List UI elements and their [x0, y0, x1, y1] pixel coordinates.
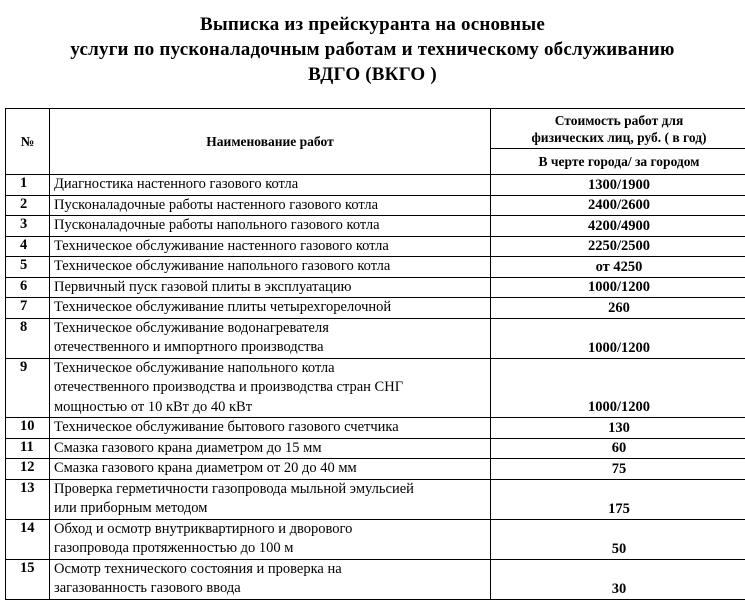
table-row [6, 195, 745, 216]
service-name-line: Пусконаладочные работы настенного газового котла [54, 196, 379, 213]
row-service-name [50, 519, 491, 559]
row-price: 2250/2500 [491, 236, 745, 257]
table-row [6, 236, 745, 257]
header-cost [491, 109, 745, 149]
table-row [6, 519, 745, 559]
row-number: 13 [6, 479, 50, 519]
row-price: 30 [491, 559, 745, 599]
service-name-line: Обход и осмотр внутриквартирного и дворового [54, 520, 353, 537]
row-number: 6 [6, 277, 50, 298]
service-name-line: Осмотр технического состояния и проверка на [54, 560, 342, 577]
row-number: 15 [6, 559, 50, 599]
row-service-name [50, 257, 491, 278]
row-number: 3 [6, 216, 50, 237]
row-price: 2400/2600 [491, 195, 745, 216]
row-number: 2 [6, 195, 50, 216]
row-service-name [50, 559, 491, 599]
service-name-line: Смазка газового крана диаметром до 15 мм [54, 439, 322, 456]
title-line-2: услуги по пусконаладочным работам и техническому обслуживанию [70, 39, 675, 60]
header-num: № [6, 109, 50, 175]
row-service-name [50, 175, 491, 196]
table-row [6, 438, 745, 459]
row-number: 8 [6, 318, 50, 358]
service-name-line: Проверка герметичности газопровода мыльной эмульсией [54, 480, 414, 497]
row-number: 5 [6, 257, 50, 278]
row-number: 10 [6, 418, 50, 439]
table-row [6, 559, 745, 599]
table-row [6, 175, 745, 196]
row-price: 260 [491, 298, 745, 319]
row-service-name [50, 216, 491, 237]
row-service-name [50, 479, 491, 519]
row-service-name [50, 418, 491, 439]
service-name-line: отечественного и импортного производства [54, 339, 324, 355]
table-body [6, 175, 745, 600]
row-service-name [50, 298, 491, 319]
service-name-line: Диагностика настенного газового котла [54, 176, 299, 192]
table-row [6, 418, 745, 439]
service-name-line: мощностью от 10 кВт до 40 кВт [54, 398, 253, 415]
row-number: 14 [6, 519, 50, 559]
service-name-line: загазованность газового ввода [54, 580, 241, 596]
row-number: 9 [6, 358, 50, 418]
row-price: от 4250 [491, 257, 745, 278]
price-table [5, 108, 745, 600]
title-line-1: Выписка из прейскуранта на основные [200, 14, 545, 35]
row-service-name [50, 358, 491, 418]
row-number: 4 [6, 236, 50, 257]
table-row [6, 257, 745, 278]
header-name: Наименование работ [50, 109, 491, 175]
row-service-name [50, 236, 491, 257]
row-price: 75 [491, 459, 745, 480]
row-service-name [50, 277, 491, 298]
table-row [6, 318, 745, 358]
header-subheading: В черте города/ за городом [491, 149, 745, 175]
header-cost-line-1: Стоимость работ для [554, 112, 684, 128]
row-service-name [50, 318, 491, 358]
service-name-line: Техническое обслуживание бытового газового счетчика [54, 419, 399, 435]
service-name-line: Пусконаладочные работы напольного газового котла [54, 217, 380, 233]
table-row [6, 479, 745, 519]
row-price: 1000/1200 [491, 318, 745, 358]
table-row [6, 298, 745, 319]
row-number: 1 [6, 175, 50, 196]
service-name-line: Техническое обслуживание напольного газового котла [54, 258, 391, 274]
row-service-name [50, 195, 491, 216]
row-service-name [50, 438, 491, 459]
title-line-3: ВДГО (ВКГО ) [308, 64, 437, 85]
table-row [6, 459, 745, 480]
row-price: 4200/4900 [491, 216, 745, 237]
row-price: 60 [491, 438, 745, 459]
table-row [6, 277, 745, 298]
service-name-line: Техническое обслуживание настенного газового котла [54, 237, 389, 254]
row-service-name [50, 459, 491, 480]
header-cost-line-2: физических лиц, руб. ( в год) [531, 129, 707, 145]
row-number: 11 [6, 438, 50, 459]
service-name-line: или приборным методом [54, 500, 208, 516]
service-name-line: Техническое обслуживание напольного котла [54, 359, 335, 376]
row-price: 1000/1200 [491, 277, 745, 298]
row-price: 50 [491, 519, 745, 559]
service-name-line: Первичный пуск газовой плиты в эксплуатацию [54, 278, 352, 295]
row-price: 1300/1900 [491, 175, 745, 196]
service-name-line: Техническое обслуживание плиты четырехгорелочной [54, 299, 392, 315]
service-name-line: Смазка газового крана диаметром от 20 до 40 мм [54, 460, 357, 476]
service-name-line: Техническое обслуживание водонагревателя [54, 319, 329, 336]
service-name-line: газопровода протяженностью до 100 м [54, 540, 294, 556]
row-number: 7 [6, 298, 50, 319]
row-number: 12 [6, 459, 50, 480]
service-name-line: отечественного производства и производства стран СНГ [54, 379, 404, 395]
table-row [6, 216, 745, 237]
row-price: 175 [491, 479, 745, 519]
document-title [0, 12, 745, 87]
row-price: 1000/1200 [491, 358, 745, 418]
row-price: 130 [491, 418, 745, 439]
table-row [6, 358, 745, 418]
